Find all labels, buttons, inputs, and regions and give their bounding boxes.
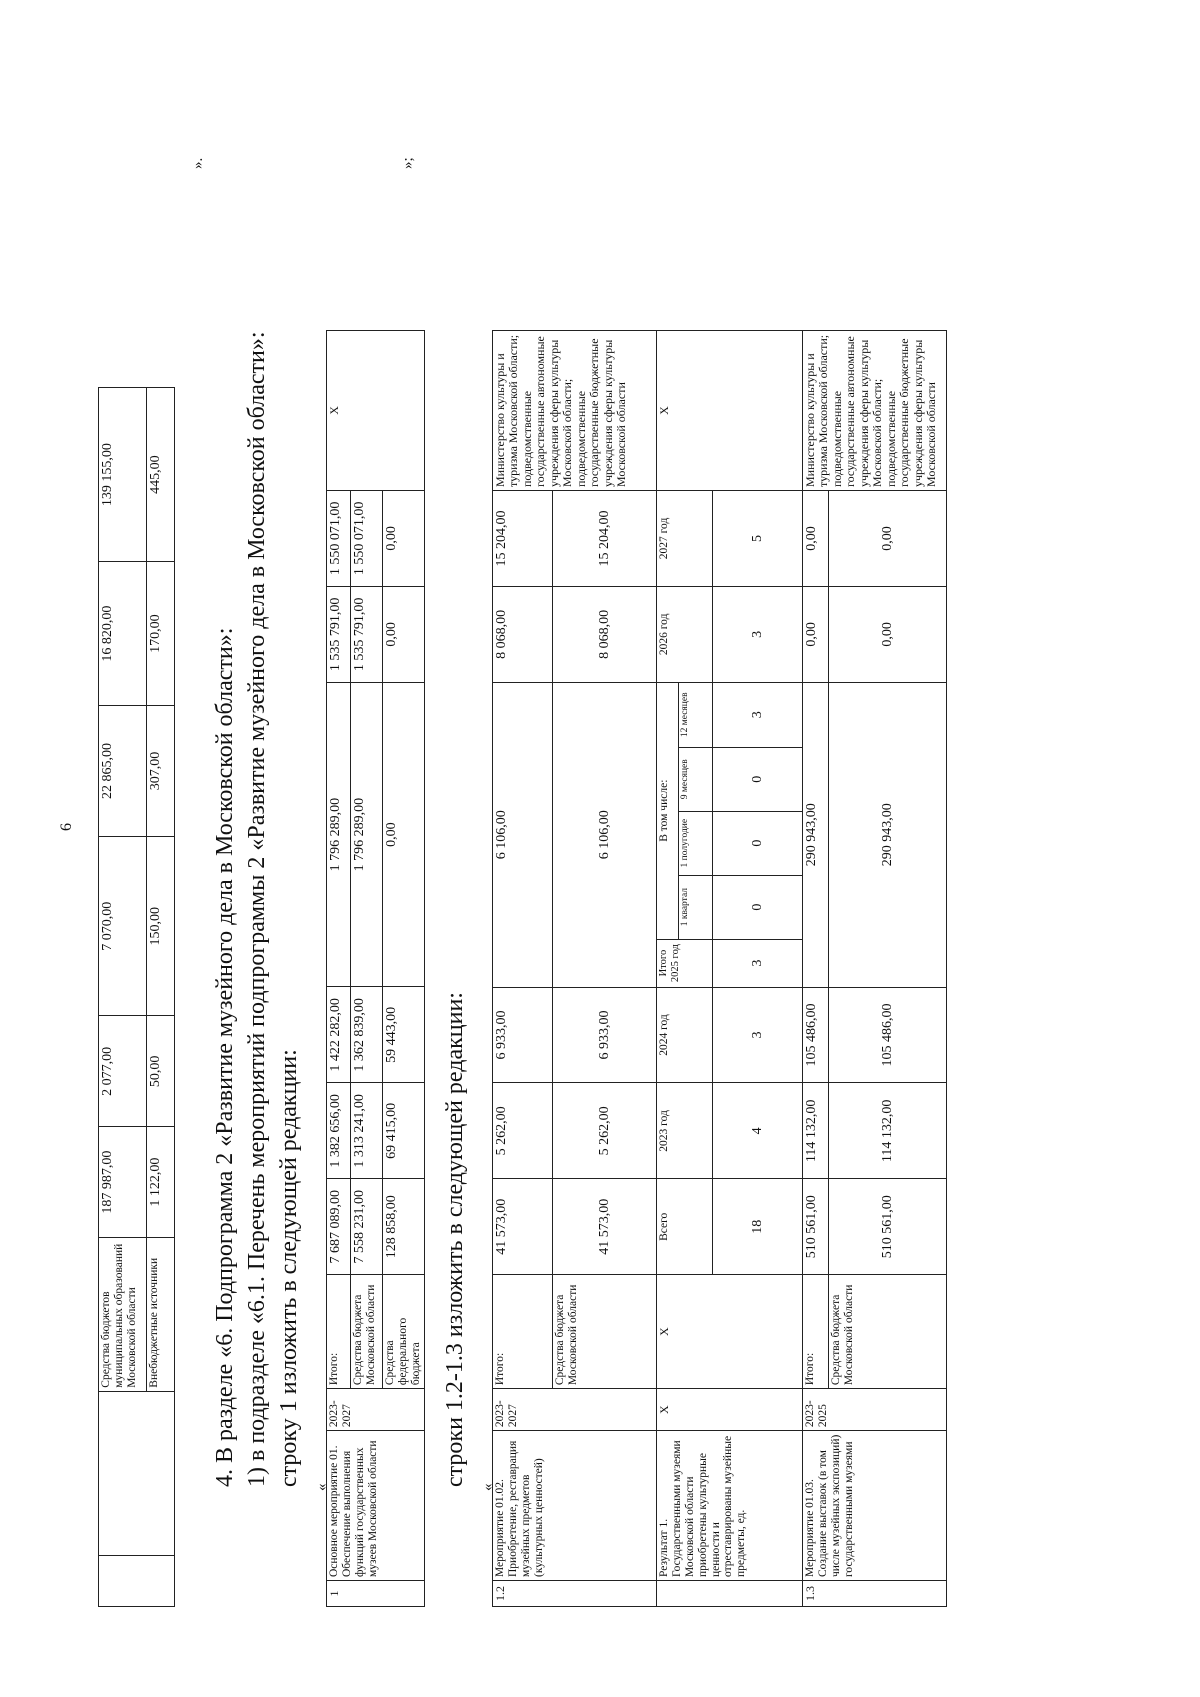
open-quote: «: [480, 1483, 496, 1491]
value-cell: 128 858,00: [383, 1179, 425, 1275]
value-cell: 1 313 241,00: [351, 1083, 383, 1179]
result-value: 0: [713, 875, 803, 939]
row-number: 1.2: [493, 1581, 657, 1607]
header-2027: 2027 год: [657, 491, 713, 587]
header-2026: 2026 год: [657, 586, 713, 682]
result-value: 4: [713, 1083, 803, 1179]
result-value: 3: [713, 939, 803, 987]
period: 2023-2027: [327, 1389, 425, 1431]
value-cell: 1 550 071,00: [327, 490, 351, 586]
rows-intro: строки 1.2-1.3 изложить в следующей редакции:: [442, 992, 468, 1487]
value-cell: 6 933,00: [553, 987, 657, 1083]
header-2023: 2023 год: [657, 1083, 713, 1179]
value-cell: 41 573,00: [553, 1179, 657, 1275]
source-label: Итого:: [327, 1275, 351, 1389]
value-cell: 69 415,00: [383, 1083, 425, 1179]
top-financing-table: [98, 387, 175, 1607]
header-m9: 9 месяцев: [679, 747, 713, 811]
open-quote: «: [314, 1483, 330, 1491]
value-cell: 59 443,00: [383, 987, 425, 1083]
value-cell: 0,00: [383, 490, 425, 586]
value-cell: 7 070,00: [99, 837, 147, 1016]
row-number: 1.3: [803, 1581, 947, 1607]
value-cell: 8 068,00: [493, 586, 553, 682]
rows-table: [492, 330, 947, 1607]
value-cell: 150,00: [147, 837, 175, 1016]
value-cell: 2 077,00: [99, 1016, 147, 1127]
value-cell: 41 573,00: [493, 1179, 553, 1275]
measure-name: Основное мероприятие 01. Обеспечение выполнения функций государственных музеев Московской области: [327, 1431, 425, 1581]
row1-intro: строку 1 изложить в следующей редакции:: [276, 1049, 302, 1487]
section-heading: 4. В разделе «6. Подпрограмма 2 «Развитие музейного дела в Московской области»:: [212, 627, 238, 1487]
value-cell: 1 550 071,00: [351, 490, 383, 586]
result-value: 5: [713, 491, 803, 587]
source-label: Средства бюджетов муниципальных образований Московской области: [99, 1237, 147, 1391]
value-cell: 290 943,00: [803, 682, 829, 987]
source-label: Итого:: [803, 1275, 829, 1389]
header-2024: 2024 год: [657, 987, 713, 1083]
period: 2023-2025: [803, 1389, 947, 1431]
source-label: Средства бюджета Московской области: [553, 1275, 657, 1389]
measure-name: Мероприятие 01.03. Создание выставок (в том числе музейных экспозиций) государственными музеями: [803, 1431, 947, 1581]
value-cell: 1 362 839,00: [351, 987, 383, 1083]
top-empty-cell: [99, 1391, 175, 1555]
responsible: X: [327, 331, 425, 491]
value-cell: 1 422 282,00: [327, 987, 351, 1083]
result-value: 3: [713, 586, 803, 682]
value-cell: 5 262,00: [493, 1083, 553, 1179]
value-cell: 0,00: [803, 586, 829, 682]
value-cell: 50,00: [147, 1016, 175, 1127]
row1-table: [326, 330, 425, 1607]
value-cell: 1 382 656,00: [327, 1083, 351, 1179]
responsible: Министерство культуры и туризма Московской области; подведомственные государственные автономные учреждения сферы культуры Московской области; подведомственные государственные бюджетные учреждения сферы культуры Московской области: [803, 331, 947, 491]
value-cell: 16 820,00: [99, 562, 147, 706]
value-cell: 5 262,00: [553, 1083, 657, 1179]
source-label: Итого:: [493, 1275, 553, 1389]
x-mark: X: [657, 1275, 803, 1389]
measure-name: Мероприятие 01.02. Приобретение, реставрация музейных предметов (культурных ценностей): [493, 1431, 657, 1581]
source-label: Внебюджетные источники: [147, 1237, 175, 1391]
responsible: Министерство культуры и туризма Московской области; подведомственные государственные автономные учреждения сферы культуры Московской области; подведомственные государственные бюджетные учреждения сферы культуры Московской области: [493, 331, 657, 491]
value-cell: 187 987,00: [99, 1127, 147, 1238]
value-cell: 510 561,00: [829, 1179, 947, 1275]
value-cell: 290 943,00: [829, 682, 947, 987]
header-q1: 1 квартал: [679, 875, 713, 939]
row-number: 1: [327, 1581, 425, 1607]
period: 2023-2027: [493, 1389, 657, 1431]
value-cell: 1 122,00: [147, 1127, 175, 1238]
value-cell: 8 068,00: [553, 586, 657, 682]
value-cell: 22 865,00: [99, 705, 147, 836]
value-cell: 445,00: [147, 388, 175, 562]
result-value: 3: [713, 682, 803, 747]
value-cell: 0,00: [829, 491, 947, 587]
value-cell: 114 132,00: [803, 1083, 829, 1179]
value-cell: 1 796 289,00: [351, 682, 383, 987]
result-value: 0: [713, 747, 803, 811]
value-cell: 1 535 791,00: [351, 586, 383, 682]
x-mark: X: [657, 331, 803, 491]
value-cell: 510 561,00: [803, 1179, 829, 1275]
source-label: Средства бюджета Московской области: [829, 1275, 947, 1389]
source-label: Средства федерального бюджета: [383, 1275, 425, 1389]
value-cell: 15 204,00: [493, 491, 553, 587]
value-cell: 6 933,00: [493, 987, 553, 1083]
item-heading: 1) в подразделе «6.1. Перечень мероприятий подпрограммы 2 «Развитие музейного дела в Московской области»:: [244, 331, 270, 1487]
value-cell: 307,00: [147, 705, 175, 836]
header-h1: 1 полугодие: [679, 811, 713, 875]
value-cell: 139 155,00: [99, 388, 147, 562]
closing-quote: »;: [400, 157, 416, 169]
value-cell: 105 486,00: [829, 987, 947, 1083]
value-cell: 6 106,00: [553, 682, 657, 987]
result-name: Результат 1. Государственными музеями Московской области приобретены культурные ценности и отреставрированы музейные предметы, ед.: [657, 1431, 803, 1581]
source-label: Средства бюджета Московской области: [351, 1275, 383, 1389]
result-value: 0: [713, 811, 803, 875]
page-number: 6: [58, 823, 75, 831]
value-cell: 0,00: [383, 586, 425, 682]
result-value: 18: [713, 1179, 803, 1275]
value-cell: 0,00: [829, 586, 947, 682]
value-cell: 1 535 791,00: [327, 586, 351, 682]
value-cell: 7 558 231,00: [351, 1179, 383, 1275]
value-cell: 15 204,00: [553, 491, 657, 587]
x-mark: X: [657, 1389, 803, 1431]
header-2025: Итого 2025 год: [657, 939, 713, 987]
result-value: 3: [713, 987, 803, 1083]
header-total: Всего: [657, 1179, 713, 1275]
value-cell: 7 687 089,00: [327, 1179, 351, 1275]
value-cell: 114 132,00: [829, 1083, 947, 1179]
header-m12: 12 месяцев: [679, 682, 713, 747]
top-empty-cell: [99, 1555, 175, 1606]
header-in-that: В том числе:: [657, 682, 679, 939]
value-cell: 1 796 289,00: [327, 682, 351, 987]
empty-number-cell: [657, 1581, 803, 1607]
value-cell: 0,00: [383, 682, 425, 987]
value-cell: 0,00: [803, 491, 829, 587]
value-cell: 170,00: [147, 562, 175, 706]
value-cell: 105 486,00: [803, 987, 829, 1083]
closing-quote: ».: [190, 157, 206, 169]
value-cell: 6 106,00: [493, 682, 553, 987]
